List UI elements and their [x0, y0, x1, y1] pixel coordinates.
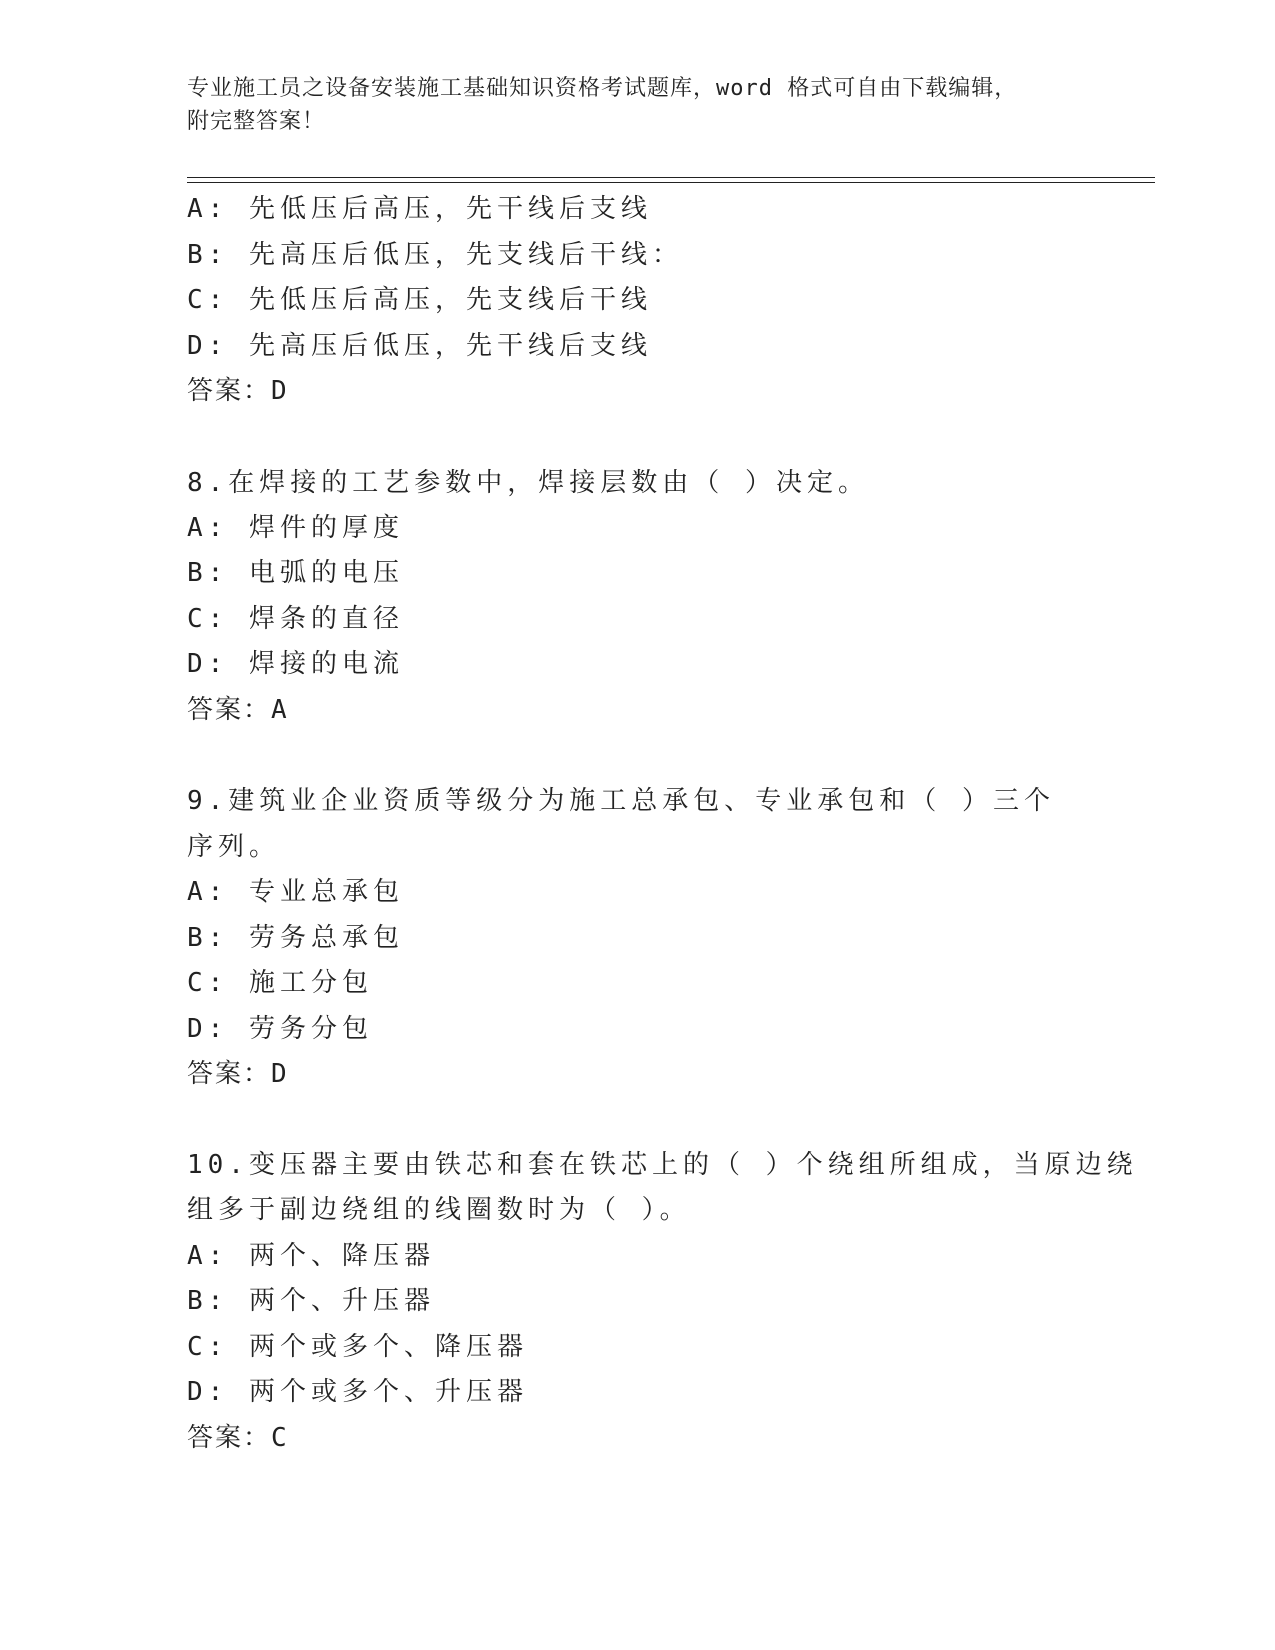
answer-10: 答案：C	[187, 1422, 289, 1453]
answer-9: 答案：D	[187, 1059, 289, 1089]
option-b: B: 劳务总承包	[187, 922, 404, 953]
option-c: C: 焊条的直径	[187, 603, 404, 634]
option-a: A: 专业总承包	[187, 877, 404, 907]
question-9	[187, 778, 1155, 1098]
option-a: A: 两个、降压器	[187, 1240, 435, 1271]
option-b: B: 电弧的电压	[187, 558, 404, 588]
option-c: C: 先低压后高压，先支线后干线	[187, 285, 652, 315]
header-divider-bottom	[187, 182, 1155, 183]
option-c: C: 两个或多个、降压器	[187, 1331, 528, 1362]
question-8-text: 8.在焊接的工艺参数中，焊接层数由（ ）决定。	[187, 467, 869, 498]
document-header	[187, 72, 1077, 138]
question-9-text: 9.建筑业企业资质等级分为施工总承包、专业承包和（ ）三个序列。	[187, 786, 1055, 862]
question-10	[187, 1143, 1155, 1462]
header-divider-top	[187, 177, 1155, 178]
header-line-2: 附完整答案！	[187, 109, 326, 134]
header-line-1: 专业施工员之设备安装施工基础知识资格考试题库，word 格式可自由下载编辑，	[187, 76, 1018, 101]
option-c: C: 施工分包	[187, 968, 373, 998]
answer-7: 答案：D	[187, 376, 289, 406]
option-b: B: 先高压后低压，先支线后干线：	[187, 239, 683, 270]
question-10-text-line-1: 10.变压器主要由铁芯和套在铁芯上的（ ）个绕组所组成，当原边绕	[187, 1149, 1138, 1180]
option-b: B: 两个、升压器	[187, 1286, 435, 1316]
option-a: A: 先低压后高压，先干线后支线	[187, 194, 652, 224]
question-8	[187, 460, 1155, 734]
option-d: D: 劳务分包	[187, 1013, 373, 1044]
option-d: D: 先高压后低压，先干线后支线	[187, 330, 652, 361]
answer-8: 答案：A	[187, 694, 289, 725]
option-d: D: 焊接的电流	[187, 649, 404, 679]
question-10-text-line-2: 组多于副边绕组的线圈数时为（ ）。	[187, 1195, 691, 1225]
option-d: D: 两个或多个、升压器	[187, 1377, 528, 1407]
question-7	[187, 187, 1155, 415]
option-a: A: 焊件的厚度	[187, 512, 404, 543]
question-list	[187, 187, 1155, 1461]
